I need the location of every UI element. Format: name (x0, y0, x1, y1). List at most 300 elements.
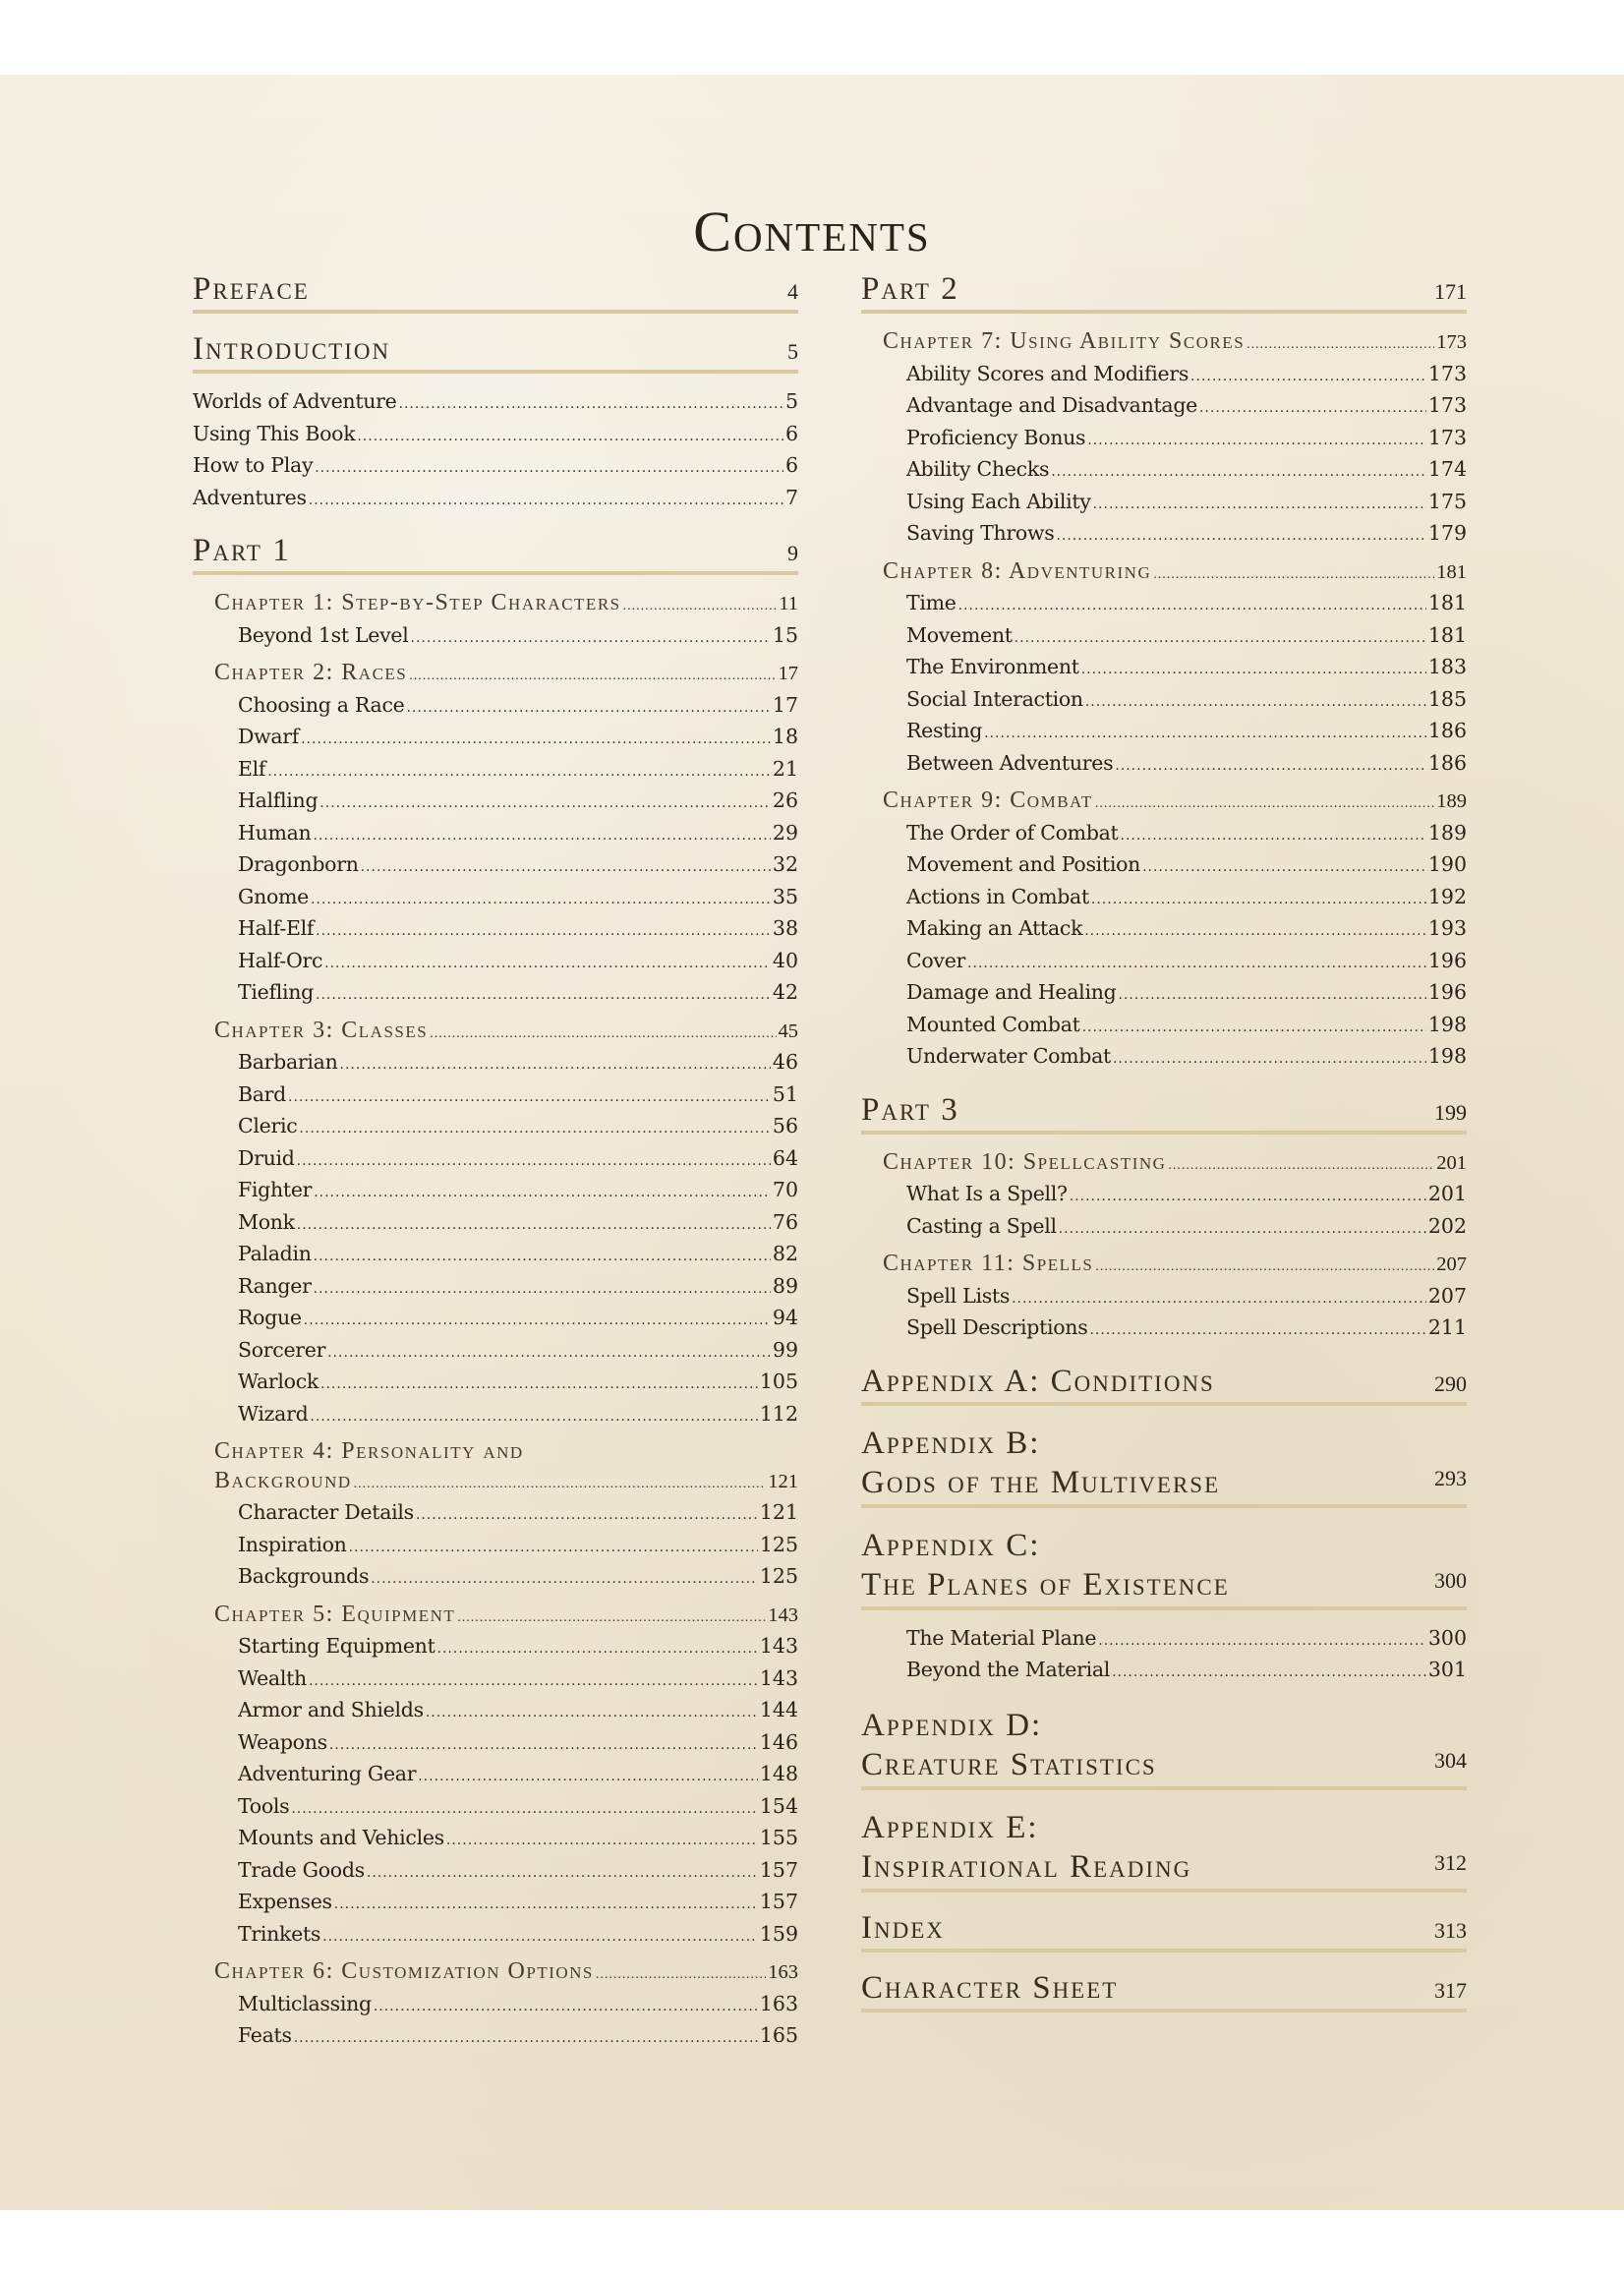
section-heading-label: Character Sheet (861, 1969, 1119, 2006)
entry-label: Bard (238, 1081, 287, 1106)
dot-leader (291, 1795, 758, 1825)
entry-page-number: 175 (1427, 489, 1467, 513)
entry-page-number: 7 (784, 485, 798, 509)
entry-label: Saving Throws (906, 521, 1055, 545)
section-heading-line2: The Planes of Existence (861, 1566, 1230, 1603)
dot-leader (1081, 656, 1426, 685)
entry-label: Tiefling (238, 980, 314, 1004)
entry-page-number: 32 (772, 852, 798, 876)
entry-label: Beyond the Material (906, 1658, 1111, 1681)
entry-page-number: 185 (1427, 686, 1467, 711)
toc-section-appendix-e-inspirational-reading (861, 1808, 1467, 1893)
toc-section-preface (193, 271, 798, 314)
toc-entry[interactable] (238, 691, 798, 724)
section-heading[interactable] (861, 1526, 1467, 1610)
chapter-entry[interactable] (214, 1467, 798, 1499)
toc-entry[interactable] (238, 1208, 798, 1241)
toc-entry[interactable] (906, 1313, 1467, 1346)
toc-entry[interactable] (238, 1176, 798, 1208)
dot-leader (399, 390, 783, 420)
dot-leader (1199, 394, 1426, 424)
toc-entry-list (193, 387, 798, 515)
dot-leader (315, 454, 783, 484)
entry-label: Starting Equipment (238, 1634, 435, 1658)
toc-entry[interactable] (238, 1792, 798, 1825)
entry-page-number: 21 (772, 756, 798, 781)
toc-entry[interactable] (906, 488, 1467, 520)
section-heading[interactable] (861, 1808, 1467, 1893)
toc-entry[interactable] (193, 451, 798, 484)
entry-label: Multiclassing (238, 1991, 372, 2015)
toc-entry[interactable] (238, 621, 798, 654)
entry-label: Chapter 11: Spells (883, 1251, 1094, 1276)
toc-entry[interactable] (238, 723, 798, 755)
toc-entry[interactable] (238, 1888, 798, 1920)
toc-entry[interactable] (906, 850, 1467, 883)
entry-page-number: 70 (772, 1178, 798, 1201)
section-page-number: 312 (1434, 1849, 1467, 1875)
section-page-number: 5 (787, 339, 798, 364)
toc-entry[interactable] (238, 1664, 798, 1697)
entry-page-number: 207 (1436, 1254, 1467, 1275)
entry-label: Weapons (238, 1729, 327, 1754)
entry-page-number: 17 (778, 663, 798, 684)
entry-label: Half-Elf (238, 916, 315, 940)
entry-page-number: 186 (1427, 750, 1467, 775)
section-heading[interactable] (861, 1092, 1467, 1135)
entry-label: What Is a Spell? (906, 1182, 1068, 1205)
dot-leader (416, 1501, 758, 1531)
chapter-entry[interactable] (214, 1017, 798, 1049)
entry-page-number: 6 (784, 421, 798, 445)
entry-label: Chapter 1: Step-by-Step Characters (214, 590, 621, 615)
toc-entry[interactable] (906, 621, 1467, 654)
entry-label: Casting a Spell (906, 1213, 1057, 1238)
dot-leader (418, 1763, 758, 1792)
toc-entry[interactable] (238, 1990, 798, 2022)
dot-leader (314, 1275, 771, 1305)
chapter-entry[interactable] (883, 327, 1467, 360)
toc-entry[interactable] (238, 1531, 798, 1563)
entry-label: Dragonborn (238, 852, 359, 876)
dot-leader (301, 726, 771, 755)
dot-leader (1085, 688, 1426, 718)
entry-label: The Environment (906, 655, 1079, 678)
dot-leader (1015, 624, 1426, 654)
toc-section-index (861, 1910, 1467, 1953)
toc-entry[interactable] (238, 978, 798, 1011)
entry-page-number: 202 (1427, 1213, 1467, 1238)
section-heading[interactable] (861, 1970, 1467, 2012)
toc-entry[interactable] (906, 1180, 1467, 1212)
entry-page-number: 105 (759, 1370, 798, 1393)
toc-section-part-1 (193, 533, 798, 2054)
dot-leader (371, 1565, 758, 1595)
entry-page-number: 125 (759, 1532, 798, 1556)
toc-entry[interactable] (906, 749, 1467, 782)
toc-entry[interactable] (906, 1624, 1467, 1657)
toc-entry[interactable] (238, 1336, 798, 1369)
entry-label: Adventuring Gear (238, 1762, 417, 1785)
toc-entry[interactable] (906, 1282, 1467, 1314)
entry-label: Human (238, 820, 312, 845)
entry-label: Ability Scores and Modifiers (906, 361, 1189, 385)
dot-leader (297, 1211, 771, 1241)
entry-page-number: 179 (1427, 521, 1467, 545)
entry-label: Druid (238, 1145, 295, 1170)
toc-entry[interactable] (238, 1632, 798, 1664)
toc-entry[interactable] (238, 1400, 798, 1432)
entry-page-number: 38 (772, 916, 798, 940)
entry-label: Trade Goods (238, 1857, 365, 1882)
toc-section-appendix-b-gods-of-the-multiverse (861, 1424, 1467, 1508)
entry-page-number: 56 (772, 1114, 798, 1137)
toc-entry[interactable] (238, 883, 798, 915)
entry-page-number: 18 (772, 725, 798, 748)
toc-entry[interactable] (238, 1304, 798, 1336)
dot-leader (1095, 1253, 1434, 1282)
dot-leader (349, 1534, 758, 1563)
toc-entry[interactable] (906, 519, 1467, 552)
entry-page-number: 155 (759, 1826, 798, 1849)
entry-label: Inspiration (238, 1532, 347, 1556)
entry-page-number: 300 (1427, 1625, 1467, 1650)
toc-entry[interactable] (906, 1212, 1467, 1245)
section-heading[interactable] (193, 533, 798, 575)
entry-page-number: 189 (1436, 790, 1467, 812)
entry-label: Worlds of Adventure (193, 389, 397, 413)
toc-entry[interactable] (906, 685, 1467, 718)
dot-leader (1098, 1627, 1426, 1657)
toc-entry[interactable] (238, 1824, 798, 1856)
dot-leader (314, 1179, 771, 1208)
toc-entry[interactable] (906, 360, 1467, 392)
toc-entry[interactable] (906, 914, 1467, 947)
dot-leader (1059, 1215, 1426, 1245)
section-page-number: 290 (1434, 1370, 1467, 1396)
entry-page-number: 181 (1436, 560, 1467, 583)
toc-entry[interactable] (906, 1656, 1467, 1688)
dot-leader (1121, 822, 1426, 851)
entry-label: Adventures (193, 485, 307, 509)
section-page-number: 9 (787, 541, 798, 565)
entry-page-number: 211 (1427, 1315, 1467, 1339)
section-heading-label: Preface (193, 271, 310, 307)
entry-label: Cleric (238, 1114, 298, 1137)
dot-leader (984, 720, 1426, 749)
chapter-entry[interactable] (883, 787, 1467, 819)
toc-entry[interactable] (238, 2021, 798, 2054)
toc-entry[interactable] (238, 1856, 798, 1889)
entry-label: Rogue (238, 1306, 302, 1329)
dot-leader (327, 1339, 771, 1369)
toc-entry[interactable] (238, 1048, 798, 1080)
dot-leader (267, 758, 771, 787)
section-heading-label: Part 2 (861, 271, 959, 307)
section-page-number: 317 (1434, 1977, 1467, 2003)
entry-page-number: 146 (759, 1729, 798, 1754)
book-page (0, 75, 1624, 2210)
entry-page-number: 125 (759, 1564, 798, 1588)
dot-leader (1168, 1151, 1434, 1181)
dot-leader (437, 1635, 758, 1664)
dot-leader (457, 1603, 766, 1633)
entry-label: Paladin (238, 1242, 312, 1265)
entry-label: Chapter 3: Classes (214, 1017, 429, 1043)
entry-label: Tools (238, 1793, 290, 1818)
section-page-number: 304 (1434, 1747, 1467, 1773)
entry-label: Gnome (238, 884, 309, 908)
toc-entry[interactable] (238, 1272, 798, 1305)
toc-section-appendix-a-conditions (861, 1364, 1467, 1406)
entry-label: Dwarf (238, 725, 300, 748)
entry-page-number: 198 (1427, 1012, 1467, 1036)
section-heading[interactable] (861, 1706, 1467, 1790)
dot-leader (1112, 1659, 1426, 1688)
entry-label: Wealth (238, 1665, 307, 1690)
entry-label: Character Details (238, 1500, 414, 1524)
dot-leader (313, 822, 770, 851)
dot-leader (1082, 1014, 1426, 1043)
entry-label: Between Adventures (906, 750, 1114, 775)
entry-page-number: 157 (759, 1857, 798, 1882)
dot-leader (1089, 1316, 1425, 1346)
toc-left-column (193, 271, 798, 2071)
dot-leader (294, 2024, 758, 2054)
section-heading[interactable] (193, 271, 798, 314)
toc-entry[interactable] (238, 947, 798, 979)
section-heading-label: Part 3 (861, 1091, 959, 1128)
entry-label: Using Each Ability (906, 489, 1091, 513)
toc-entry[interactable] (238, 1498, 798, 1531)
toc-entry[interactable] (906, 1042, 1467, 1075)
toc-section-introduction (193, 331, 798, 515)
entry-page-number: 173 (1436, 331, 1467, 353)
entry-page-number: 29 (772, 820, 798, 845)
entry-label: Chapter 7: Using Ability Scores (883, 328, 1246, 354)
toc-entry[interactable] (238, 1240, 798, 1272)
chapter-entry[interactable] (883, 1148, 1467, 1181)
entry-page-number: 201 (1436, 1151, 1467, 1174)
toc-entry[interactable] (238, 1728, 798, 1761)
section-heading-line1: Appendix C: (861, 1527, 1041, 1563)
chapter-entry[interactable] (214, 659, 798, 691)
entry-page-number: 89 (772, 1273, 798, 1298)
dot-leader (1091, 886, 1426, 915)
entry-page-number: 112 (759, 1401, 798, 1426)
section-heading-line2: Inspirational Reading (861, 1848, 1192, 1885)
toc-entry[interactable] (238, 1760, 798, 1792)
entry-page-number: 207 (1427, 1283, 1467, 1308)
entry-page-number: 144 (759, 1698, 798, 1721)
entry-label: Trinkets (238, 1921, 321, 1946)
toc-entry[interactable] (906, 1011, 1467, 1043)
toc-entry[interactable] (193, 484, 798, 516)
toc-section-appendix-c-the-planes-of-existence (861, 1526, 1467, 1688)
chapter-entry[interactable] (883, 1250, 1467, 1282)
section-page-number: 293 (1434, 1465, 1467, 1490)
entry-label: Sorcerer (238, 1337, 326, 1362)
entry-page-number: 154 (759, 1793, 798, 1818)
toc-entry[interactable] (238, 787, 798, 819)
dot-leader (374, 1993, 758, 2022)
entry-label: Wizard (238, 1401, 309, 1426)
section-heading-line1: Appendix D: (861, 1707, 1043, 1743)
section-heading[interactable] (193, 331, 798, 374)
dot-leader (1118, 981, 1425, 1011)
dot-leader (316, 917, 771, 947)
toc-entry[interactable] (238, 819, 798, 851)
toc-entry[interactable] (906, 391, 1467, 424)
entry-page-number: 82 (772, 1242, 798, 1265)
section-page-number: 300 (1434, 1567, 1467, 1593)
dot-leader (1093, 491, 1426, 520)
entry-page-number: 42 (772, 980, 798, 1004)
entry-label: Backgrounds (238, 1564, 370, 1588)
toc-entry[interactable] (906, 883, 1467, 915)
dot-leader (411, 624, 771, 654)
entry-page-number: 143 (768, 1603, 798, 1626)
entry-label: Proficiency Bonus (906, 425, 1086, 449)
section-page-number: 4 (787, 279, 798, 304)
toc-entry[interactable] (906, 653, 1467, 685)
entry-page-number: 173 (1427, 361, 1467, 385)
chapter-entry[interactable] (214, 589, 798, 621)
toc-entry[interactable] (906, 717, 1467, 749)
entry-label: Movement (906, 622, 1013, 647)
toc-entry[interactable] (238, 1112, 798, 1144)
entry-page-number: 173 (1427, 425, 1467, 449)
toc-entry[interactable] (238, 914, 798, 947)
entry-page-number: 51 (772, 1081, 798, 1106)
toc-entry[interactable] (906, 819, 1467, 851)
entry-page-number: 192 (1427, 884, 1467, 908)
section-heading[interactable] (861, 271, 1467, 314)
entry-label: Warlock (238, 1370, 319, 1393)
toc-section-appendix-d-creature-statistics (861, 1706, 1467, 1790)
toc-entry[interactable] (906, 978, 1467, 1011)
entry-page-number: 157 (759, 1890, 798, 1913)
section-heading-line2: Gods of the Multiverse (861, 1464, 1221, 1500)
entry-label: Spell Lists (906, 1283, 1011, 1308)
toc-entry[interactable] (193, 420, 798, 452)
dot-leader (297, 1147, 771, 1177)
section-page-number: 171 (1434, 279, 1467, 304)
entry-page-number: 35 (772, 884, 798, 908)
chapter-entry[interactable] (883, 557, 1467, 590)
entry-page-number: 163 (759, 1991, 798, 2015)
toc-entry[interactable] (238, 1080, 798, 1113)
dot-leader (310, 1403, 757, 1432)
dot-leader (426, 1699, 758, 1728)
dot-leader (967, 950, 1426, 979)
dot-leader (316, 981, 771, 1011)
entry-label: Spell Descriptions (906, 1315, 1088, 1339)
dot-leader (1153, 560, 1434, 590)
entry-label: Chapter 5: Equipment (214, 1601, 456, 1627)
entry-label: The Material Plane (906, 1625, 1097, 1650)
section-heading[interactable] (861, 1910, 1467, 1953)
dot-leader (1247, 330, 1434, 360)
dot-leader (623, 592, 778, 621)
section-page-number: 199 (1434, 1099, 1467, 1125)
chapter-entry[interactable] (214, 1957, 798, 1990)
entry-page-number: 45 (778, 1020, 798, 1042)
entry-label: Movement and Position (906, 852, 1141, 876)
toc-entry[interactable] (238, 755, 798, 787)
dot-leader (324, 950, 771, 979)
toc-entry[interactable] (906, 589, 1467, 621)
entry-label: Expenses (238, 1890, 332, 1913)
entry-label: Ranger (238, 1273, 312, 1298)
entry-label: Advantage and Disadvantage (906, 393, 1198, 417)
entry-page-number: 181 (1427, 591, 1467, 614)
toc-entry[interactable] (238, 1920, 798, 1953)
dot-leader (334, 1891, 758, 1920)
toc-entry[interactable] (906, 947, 1467, 979)
entry-page-number: 165 (759, 2023, 798, 2047)
toc-entry[interactable] (238, 850, 798, 883)
dot-leader (299, 1115, 770, 1144)
entry-page-number: 121 (768, 1470, 798, 1492)
entry-page-number: 174 (1427, 457, 1467, 481)
dot-leader (596, 1960, 766, 1990)
entry-label: Elf (238, 756, 266, 781)
toc-entry-list (861, 1624, 1467, 1688)
entry-page-number: 186 (1427, 719, 1467, 742)
entry-page-number: 183 (1427, 655, 1467, 678)
section-heading[interactable] (861, 1424, 1467, 1508)
dot-leader (1087, 427, 1426, 456)
dot-leader (304, 1307, 771, 1336)
entry-label: Beyond 1st Level (238, 622, 409, 647)
toc-entry[interactable] (906, 424, 1467, 456)
entry-label: Cover (906, 948, 966, 972)
chapter-entry[interactable] (214, 1601, 798, 1633)
entry-page-number: 196 (1427, 948, 1467, 972)
toc-entry[interactable] (238, 1696, 798, 1728)
entry-page-number: 198 (1427, 1044, 1467, 1068)
section-heading[interactable] (861, 1364, 1467, 1406)
section-heading-label: Introduction (193, 331, 391, 367)
toc-entry[interactable] (238, 1368, 798, 1400)
entry-page-number: 94 (772, 1306, 798, 1329)
entry-page-number: 15 (772, 622, 798, 647)
dot-leader (320, 1370, 758, 1400)
dot-leader (1095, 789, 1434, 819)
toc-entry[interactable] (238, 1562, 798, 1595)
entry-label: Time (906, 591, 957, 614)
entry-label: Half-Orc (238, 948, 323, 972)
dot-leader (314, 1243, 771, 1272)
chapter-title-line1: Chapter 4: Personality and (214, 1438, 524, 1464)
toc-entry[interactable] (238, 1144, 798, 1177)
entry-label: Feats (238, 2023, 292, 2047)
dot-leader (361, 853, 771, 883)
entry-page-number: 181 (1427, 622, 1467, 647)
dot-leader (322, 1923, 758, 1953)
dot-leader (319, 789, 771, 819)
section-heading-line2: Creature Statistics (861, 1746, 1157, 1782)
section-page-number: 313 (1434, 1917, 1467, 1943)
page-title: Contents (693, 200, 931, 263)
toc-entry[interactable] (193, 387, 798, 420)
dot-leader (340, 1051, 771, 1080)
section-heading-line1: Appendix E: (861, 1809, 1039, 1845)
entry-label: Resting (906, 719, 983, 742)
entry-label: Background (214, 1467, 352, 1493)
toc-entry[interactable] (906, 455, 1467, 488)
